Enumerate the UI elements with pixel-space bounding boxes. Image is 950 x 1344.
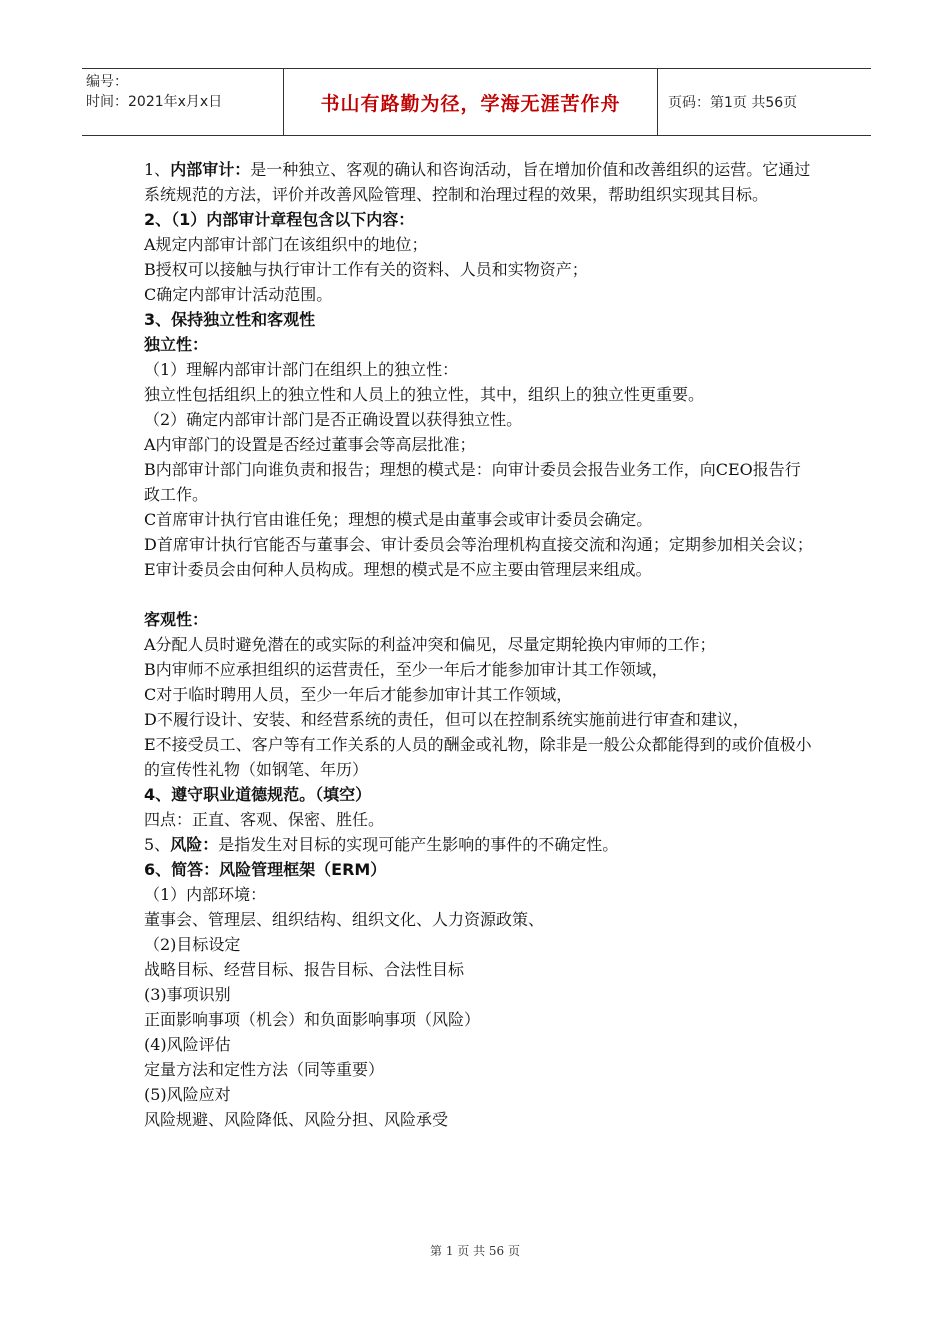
page-header: [82, 68, 871, 136]
list-item: A内审部门的设置是否经过董事会等高层批准；: [144, 435, 476, 454]
page-footer: 第 1 页 共 56 页: [430, 1244, 520, 1258]
paragraph-risk: [144, 832, 814, 857]
paragraph-text: 战略目标、经营目标、报告目标、合法性目标: [144, 960, 465, 979]
section-heading: 3、保持独立性和客观性: [144, 310, 316, 329]
section-heading: 2、（1）内部审计章程包含以下内容：: [144, 210, 415, 229]
term-risk: 风险：: [170, 835, 219, 854]
item-number: 5、: [144, 835, 171, 854]
list-item: （1）理解内部审计部门在组织上的独立性：: [144, 360, 459, 379]
paragraph-text: 独立性包括组织上的独立性和人员上的独立性，其中，组织上的独立性更重要。: [144, 385, 705, 404]
list-item: B内部审计部门向谁负责和报告；理想的模式是：向审计委员会报告业务工作，向CEO报告行政工作。: [144, 460, 801, 504]
list-item: C确定内部审计活动范围。: [144, 285, 333, 304]
spacer: [144, 582, 814, 607]
paragraph-text: 董事会、管理层、组织结构、组织文化、人力资源政策、: [144, 910, 545, 929]
list-item: （2)目标设定: [144, 935, 241, 954]
list-item: B授权可以接触与执行审计工作有关的资料、人员和实物资产；: [144, 260, 588, 279]
list-item: （2）确定内部审计部门是否正确设置以获得独立性。: [144, 410, 523, 429]
list-item: C首席审计执行官由谁任免；理想的模式是由董事会或审计委员会确定。: [144, 510, 653, 529]
paragraph-text: 定量方法和定性方法（同等重要）: [144, 1060, 385, 1079]
list-item: C对于临时聘用人员，至少一年后才能参加审计其工作领域，: [144, 685, 573, 704]
section-heading: 6、简答：风险管理框架（ERM）: [144, 860, 387, 879]
list-item: (3)事项识别: [144, 985, 231, 1004]
list-item: E不接受员工、客户等有工作关系的人员的酬金或礼物，除非是一般公众都能得到的或价值极小的宣传性礼物（如钢笔、年历）: [144, 735, 812, 779]
list-item: B内审师不应承担组织的运营责任，至少一年后才能参加审计其工作领域，: [144, 660, 668, 679]
list-item: E审计委员会由何种人员构成。理想的模式是不应主要由管理层来组成。: [144, 560, 652, 579]
paragraph-text: 四点：正直、客观、保密、胜任。: [144, 810, 385, 829]
list-item: A分配人员时避免潜在的或实际的利益冲突和偏见，尽量定期轮换内审师的工作；: [144, 635, 716, 654]
list-item: D不履行设计、安装、和经营系统的责任，但可以在控制系统实施前进行审查和建议，: [144, 710, 749, 729]
subsection-heading: 客观性：: [144, 610, 209, 629]
list-item: A规定内部审计部门在该组织中的地位；: [144, 235, 428, 254]
item-number: 1、: [144, 160, 171, 179]
definition-text: 是一种独立、客观的确认和咨询活动，旨在增加价值和改善组织的运营。它通过系统规范的方法，评价并改善风险管理、控制和治理过程的效果，帮助组织实现其目标。: [144, 160, 811, 204]
list-item: D首席审计执行官能否与董事会、审计委员会等治理机构直接交流和沟通；定期参加相关会议；: [144, 535, 813, 554]
list-item: (4)风险评估: [144, 1035, 231, 1054]
header-motto: 书山有路勤为径，学海无涯苦作舟: [320, 92, 621, 115]
document-body: [144, 157, 814, 1132]
header-meta: [82, 69, 284, 135]
list-item: (5)风险应对: [144, 1085, 231, 1104]
paragraph-internal-audit: [144, 157, 814, 207]
date-label: 时间：2021年x月x日: [86, 94, 223, 110]
definition-text: 是指发生对目标的实现可能产生影响的事件的不确定性。: [218, 835, 619, 854]
section-heading: 4、遵守职业道德规范。（填空）: [144, 785, 372, 804]
header-page-info: 页码：第1页 共56页: [668, 95, 798, 111]
list-item: （1）内部环境：: [144, 885, 267, 904]
paragraph-text: 风险规避、风险降低、风险分担、风险承受: [144, 1110, 449, 1129]
header-motto-cell: [284, 69, 658, 135]
number-label: 编号：: [86, 74, 128, 90]
paragraph-text: 正面影响事项（机会）和负面影响事项（风险）: [144, 1010, 481, 1029]
term-internal-audit: 内部审计：: [170, 160, 251, 179]
subsection-heading: 独立性：: [144, 335, 209, 354]
